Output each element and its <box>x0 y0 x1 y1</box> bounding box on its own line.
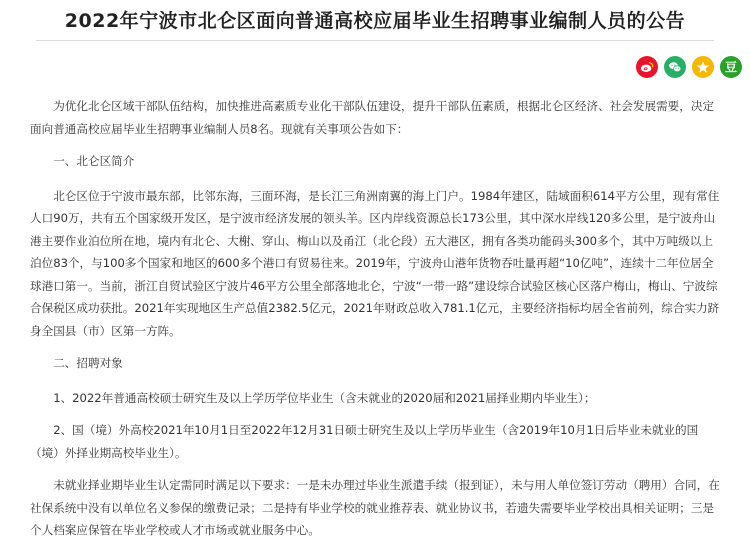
target-item-2: 2、国（境）外高校2021年10月1日至2022年12月31日硕士研究生及以上学历毕业生（含2019年10月1日后毕业未就业的国（境）外择业期高校毕业生）。 <box>30 423 699 460</box>
share-bar <box>636 56 742 78</box>
douban-icon: 豆 <box>724 60 737 74</box>
article-body <box>30 95 720 552</box>
weibo-icon <box>640 60 654 74</box>
intro-paragraph: 为优化北仑区域干部队伍结构，加快推进高素质专业化干部队伍建设，提升干部队伍素质，根据北仑区经济、社会发展需要，决定面向普通高校应届毕业生招聘事业编制人员8名。现就有关事项公告如下： <box>30 99 715 136</box>
eligibility-note: 未就业择业期毕业生认定需同时满足以下要求：一是未办理过毕业生派遣手续（报到证），未与用人单位签订劳动（聘用）合同，在社保系统中没有以单位名义参保的缴费记录；二是持有毕业学校的就业推荐表、就业协议书，若遗失需要毕业学校出具相关证明；三是个人档案应保管在毕业学校或人才市场或就业服务中心。 <box>30 478 720 537</box>
overview-paragraph: 北仑区位于宁波市最东部，比邻东海，三面环海，是长江三角洲南翼的海上门户。1984年建区，陆域面积614平方公里，现有常住人口90万，共有五个国家级开发区，是宁波市经济发展的领头羊。区内岸线资源总长173公里，其中深水岸线120多公里，是宁波舟山港主要作业泊位所在地，境内有北仑、大榭、穿山、梅山以及甬江（北仑段）五大港区，拥有各类功能码头300多个，其中万吨级以上泊位83个，与100多个国家和地区的600多个港口有贸易往来。2019年，宁波舟山港年货物吞吐量再超“10亿吨”，连续十二年位居全球港口第一。当前，浙江自贸试验区宁波片46平方公里全部落地北仑，宁波“一带一路”建设综合试验区核心区落户梅山，梅山、宁波综合保税区成功获批。2021年实现地区生产总值2382.5亿元，2021年财政总收入781.1亿元，主要经济指标均居全省前列，综合实力跻身全国县（市）区第一方阵。 <box>30 188 720 338</box>
qzone-icon <box>696 60 710 74</box>
douban-share-button[interactable] <box>720 56 742 78</box>
wechat-share-button[interactable] <box>664 56 686 78</box>
section-heading-overview: 一、北仑区简介 <box>53 154 135 168</box>
title-divider <box>36 40 714 41</box>
weibo-share-button[interactable] <box>636 56 658 78</box>
qzone-share-button[interactable] <box>692 56 714 78</box>
page-title: 2022年宁波市北仑区面向普通高校应届毕业生招聘事业编制人员的公告 <box>64 10 686 32</box>
wechat-icon <box>668 60 682 74</box>
target-item-1: 1、2022年普通高校硕士研究生及以上学历学位毕业生（含未就业的2020届和2021届择业期内毕业生）； <box>53 390 596 405</box>
section-heading-targets: 二、招聘对象 <box>53 356 123 370</box>
